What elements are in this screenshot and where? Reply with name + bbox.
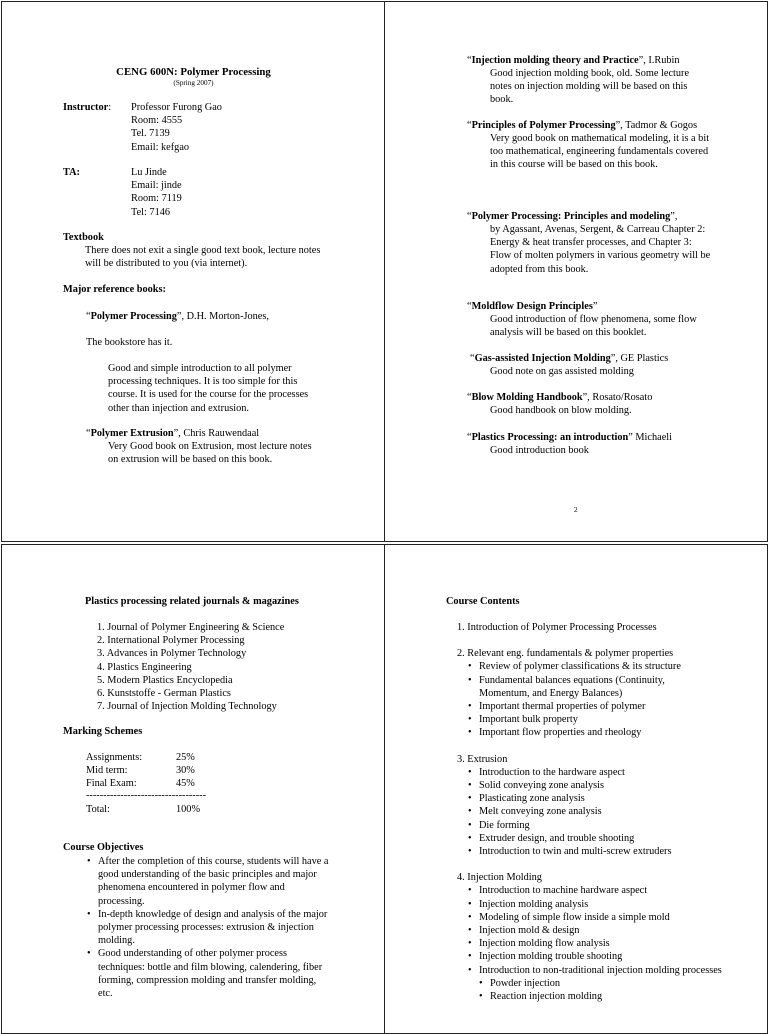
journal-item: 4. Plastics Engineering [97, 661, 192, 673]
objective-item: • In-depth knowledge of design and analysis of the major polymer processing processes: extrusion & injection molding. [98, 908, 331, 948]
ref-author: Michaeli [632, 432, 672, 443]
ref-author: , I.Rubin [643, 55, 680, 66]
contents-bullet: • Injection mold & design [479, 924, 731, 937]
ref-title-line: “Moldflow Design Principles” [467, 301, 598, 312]
ref-title-line: “Polymer Processing: Principles and modeling”, [467, 211, 678, 222]
contents-subbullet: • Powder injection [490, 977, 757, 990]
ref-desc: Good introduction book [490, 445, 589, 456]
ta-line: Email: jinde [131, 180, 182, 192]
contents-bullet: • Plasticating zone analysis [479, 792, 729, 805]
ref-author: , [674, 211, 678, 222]
page-number: 2 [574, 506, 578, 514]
contents-bullet: • Important thermal properties of polymer [479, 700, 709, 713]
instructor-details [131, 101, 222, 154]
ta-details [131, 166, 182, 219]
ref-desc: Good note on gas assisted molding [490, 366, 634, 377]
instructor-label: Instructor [63, 102, 109, 113]
contents-bullet: • Melt conveying zone analysis [479, 805, 729, 818]
contents-item: 3. Extrusion [457, 753, 508, 765]
marks-divider: ----------------------------------- [86, 790, 207, 801]
ref-title: Polymer Processing: Principles and modeling [471, 211, 671, 222]
instructor-colon: : [108, 102, 112, 113]
instructor-line: Tel. 7139 [131, 128, 170, 140]
contents-subbullet: • Reaction injection molding [490, 990, 757, 1003]
ref1-title: Polymer Processing [90, 311, 177, 322]
ref1-desc: Good and simple introduction to all polymer processing techniques. It is too simple for this course. It is used for the course for the processes other than injection and extrusion. [108, 363, 309, 414]
objectives-heading: Course Objectives [63, 842, 144, 853]
ref1-author: , D.H. Morton-Jones, [181, 311, 269, 322]
ref-desc: Good injection molding book, old. Some lecture notes on injection molding will be based on this book. [490, 68, 690, 106]
contents-bullet: • Important bulk property [479, 713, 709, 726]
objective-item: • After the completion of this course, students will have a good understanding of the basic principles and major phenomena encountered in polymer flow and processing. [98, 855, 331, 908]
ref2-author: , Chris Rauwendaal [178, 428, 260, 439]
mark-value: 30% [176, 765, 195, 776]
mark-value: 45% [176, 778, 195, 789]
journals-list [97, 621, 284, 713]
contents-bullet: • Die forming [479, 819, 729, 832]
contents-bullet: • Introduction to non-traditional injection molding processes [479, 964, 731, 977]
journal-item: 7. Journal of Injection Molding Technology [97, 701, 277, 713]
journal-item: 3. Advances in Polymer Technology [97, 648, 247, 660]
instructor-line: Professor Furong Gao [131, 102, 222, 113]
ref-title: Plastics Processing: an introduction [471, 432, 629, 443]
ref-title-line: “Principles of Polymer Processing”, Tadmor & Gogos [467, 120, 698, 131]
ta-label: TA: [63, 167, 80, 178]
contents-item: 2. Relevant eng. fundamentals & polymer properties [457, 648, 674, 660]
marking-heading: Marking Schemes [63, 726, 143, 737]
ta-line: Lu Jinde [131, 167, 167, 178]
objective-item: • Good understanding of other polymer process techniques: bottle and film blowing, calendering, fiber forming, compression molding and transfer molding, etc. [98, 947, 331, 1000]
contents-bullet: • Fundamental balances equations (Continuity, Momentum, and Energy Balances) [479, 674, 709, 700]
contents-bullet: • Extruder design, and trouble shooting [479, 832, 729, 845]
contents-item: 1. Introduction of Polymer Processing Processes [457, 622, 657, 633]
ref-author: , Rosato/Rosato [587, 392, 653, 403]
ref2-desc: Very Good book on Extrusion, most lecture notes on extrusion will be based on this book. [108, 441, 312, 466]
ref-title: Principles of Polymer Processing [471, 120, 616, 131]
textbook-heading: Textbook [63, 232, 104, 243]
instructor-line: Room: 4555 [131, 115, 183, 127]
ref-title: Gas-assisted Injection Molding [474, 353, 611, 364]
term-label: (Spring 2007) [173, 79, 214, 87]
contents-body [457, 621, 757, 1003]
bookstore-note: The bookstore has it. [86, 337, 173, 348]
textbook-text: There does not exit a single good text book, lecture notes will be distributed to you (via internet). [85, 245, 321, 270]
total-value: 100% [176, 804, 201, 815]
ref2-title: Polymer Extrusion [90, 428, 174, 439]
journal-item: 5. Modern Plastics Encyclopedia [97, 674, 233, 686]
ref-author: , GE Plastics [615, 353, 669, 364]
journal-item: 2. International Polymer Processing [97, 635, 245, 647]
instructor-label-wrap [63, 101, 111, 114]
ref-desc: Good introduction of flow phenomena, some flow analysis will be based on this booklet. [490, 314, 697, 339]
contents-bullet: • Injection molding flow analysis [479, 937, 731, 950]
slide-reference-books [384, 1, 768, 542]
slide-course-info [1, 1, 386, 542]
contents-bullet: • Injection molding trouble shooting [479, 950, 731, 963]
contents-bullet: • Introduction to the hardware aspect [479, 766, 729, 779]
total-label: Total: [86, 804, 110, 815]
mark-label: Mid term: [86, 765, 128, 776]
contents-bullet: • Modeling of simple flow inside a simple mold [479, 911, 731, 924]
ref-author: , Tadmor & Gogos [620, 120, 698, 131]
ref-title-line: “Gas-assisted Injection Molding”, GE Plastics [470, 353, 669, 364]
objectives-list [76, 855, 331, 1000]
ref-title: Moldflow Design Principles [471, 301, 593, 312]
contents-bullet: • Important flow properties and rheology [479, 726, 709, 739]
ref-title-line: “Injection molding theory and Practice”, I.Rubin [467, 55, 680, 66]
slide-course-contents [384, 544, 768, 1034]
mark-label: Assignments: [86, 752, 143, 763]
ref-title-line: “Plastics Processing: an introduction” Michaeli [467, 432, 672, 443]
ref-desc: Good handbook on blow molding. [490, 405, 632, 416]
contents-bullet: • Introduction to machine hardware aspect [479, 884, 731, 897]
journal-item: 1. Journal of Polymer Engineering & Science [97, 622, 285, 633]
course-title: CENG 600N: Polymer Processing [116, 66, 271, 78]
major-refs-heading: Major reference books: [63, 284, 166, 295]
contents-bullet: • Injection molding analysis [479, 898, 731, 911]
ref1-line: “Polymer Processing”, D.H. Morton-Jones, [86, 311, 269, 322]
instructor-line: Email: kefgao [131, 141, 190, 153]
ref-title: Injection molding theory and Practice [471, 55, 639, 66]
ta-line: Tel: 7146 [131, 206, 171, 218]
contents-bullet: • Introduction to twin and multi-screw extruders [479, 845, 729, 858]
slide-journals-marking [1, 544, 386, 1034]
ref-desc: Very good book on mathematical modeling, it is a bit too mathematical, engineering fundamentals covered in this course will be based on this book. [490, 133, 710, 171]
contents-item: 4. Injection Molding [457, 872, 542, 884]
journals-heading: Plastics processing related journals & magazines [85, 596, 299, 607]
mark-label: Final Exam: [86, 778, 137, 789]
journal-item: 6. Kunststoffe - German Plastics [97, 688, 231, 700]
ref2-line: “Polymer Extrusion”, Chris Rauwendaal [86, 428, 260, 439]
mark-value: 25% [176, 752, 195, 763]
ref-title-line: “Blow Molding Handbook”, Rosato/Rosato [467, 392, 653, 403]
contents-bullet: • Solid conveying zone analysis [479, 779, 729, 792]
ref-title: Blow Molding Handbook [471, 392, 583, 403]
ref-desc: by Agassant, Avenas, Sergent, & Carreau Chapter 2: Energy & heat transfer processes, and Chapter 3: Flow of molten polymers in various geometry will be adopted from this book. [490, 224, 711, 275]
contents-bullet: • Review of polymer classifications & its structure [479, 660, 709, 673]
contents-heading: Course Contents [446, 596, 520, 607]
ta-line: Room: 7119 [131, 193, 182, 205]
